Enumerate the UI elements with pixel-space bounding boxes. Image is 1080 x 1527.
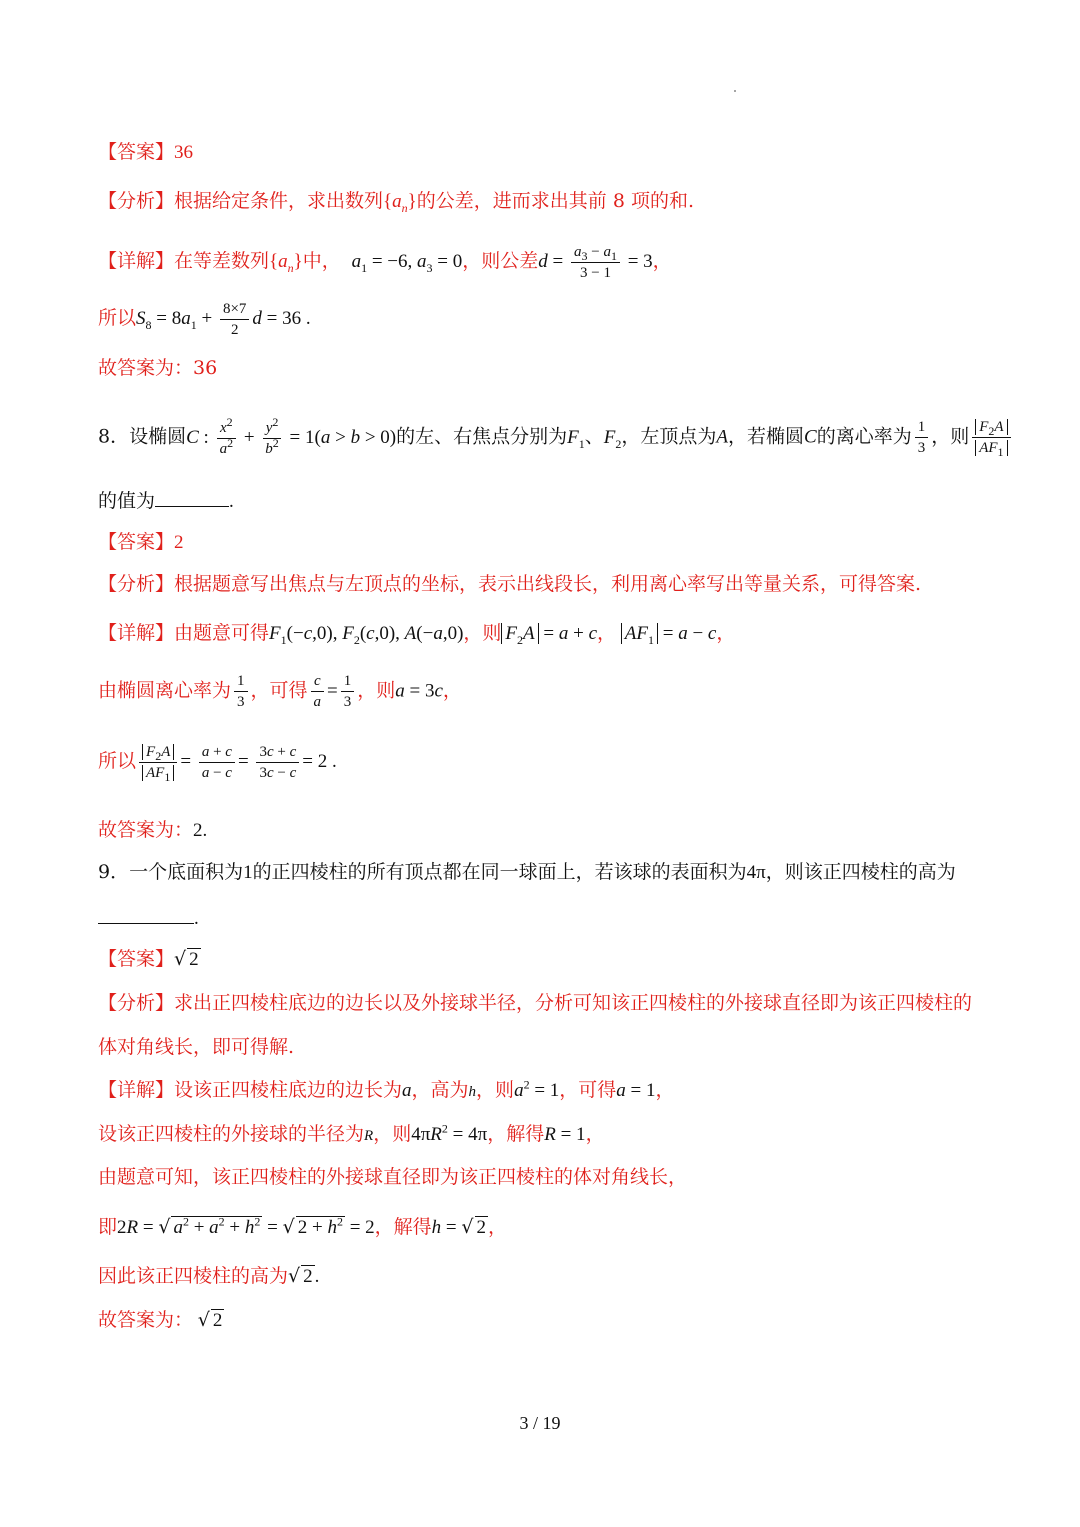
- q9-solve: [98, 1216, 507, 1240]
- math-ratio: $\frac{F_2A}{AF_1}$: [972, 418, 1010, 457]
- detail-text: ，解得: [487, 1123, 545, 1145]
- math-one-third: $\frac{1}{3}$: [341, 672, 355, 711]
- math-h: h: [468, 1084, 477, 1100]
- detail-text: ，: [442, 679, 462, 702]
- conclusion-text: 故答案为：: [98, 819, 194, 841]
- stem-text: ，则该正四棱柱的高为: [765, 861, 956, 883]
- math-seq: $\{a_n\}$: [269, 250, 303, 275]
- detail-text: ，则: [463, 622, 502, 644]
- q8-eccentricity: [98, 672, 462, 711]
- q8-analysis: [98, 573, 921, 596]
- stem-text: 的左、右焦点分别为: [396, 425, 568, 448]
- detail-text: ，高为: [411, 1079, 469, 1101]
- math-one: 1: [243, 862, 253, 883]
- detail-text: 设该正四棱柱底边的边长为: [174, 1079, 403, 1101]
- q7-detail: [98, 243, 672, 282]
- math-r: R: [364, 1128, 374, 1144]
- q7-analysis: [98, 190, 694, 214]
- q8-stem: [98, 414, 1014, 459]
- detail-text: 所以: [98, 749, 137, 772]
- q8-detail: [98, 622, 735, 646]
- analysis-text: 根据题意写出焦点与左顶点的坐标，表示出线段长，利用离心率写出等量关系，可得答案.: [174, 573, 922, 595]
- stem-text: 的离心率为: [816, 425, 912, 448]
- detail-text: ，: [488, 1216, 508, 1238]
- math-s8: $S_8 = 8a_1$ + $\frac{8\times 7}{2}$ d = 36 .: [136, 301, 311, 338]
- detail-text: ，可得: [250, 679, 308, 702]
- stem-text: ，左顶点为: [621, 425, 717, 448]
- stem-text: 的正四棱柱的所有顶点都在同一球面上，若该球的表面积为: [252, 861, 747, 883]
- detail-text: ，可得: [559, 1079, 617, 1101]
- math-af1: $AF_1 = a - c$: [616, 623, 716, 644]
- q7-conclusion: [98, 357, 217, 380]
- stem-text: ，若椭圆: [727, 425, 804, 448]
- math-a: A: [716, 426, 728, 448]
- math-ratio-chain: $\frac{F_2A}{AF_1}$ = $\frac{a + c}{a - c}$ = $\frac{3c + c}{3c - c}$ = 2 .: [136, 751, 337, 772]
- analysis-label: 【分析】: [98, 573, 175, 595]
- stem-text: 、: [584, 425, 604, 448]
- analysis-text: 的公差，进而求出其前 8 项的和.: [416, 190, 694, 212]
- analysis-label: 【分析】: [98, 190, 175, 212]
- detail-text: ，解得: [374, 1216, 432, 1238]
- detail-text: 由题意可得: [174, 622, 270, 644]
- math-r-eq-1: R = 1: [544, 1124, 586, 1145]
- math-sqrt2: √ 2: [174, 948, 199, 970]
- math-f2: $F_2$: [603, 426, 622, 451]
- q9-radius: [98, 1123, 605, 1147]
- period: .: [194, 908, 199, 929]
- math-c: C: [804, 426, 817, 448]
- stem-text: 设椭圆: [129, 425, 187, 448]
- period: .: [202, 820, 208, 841]
- scan-dot: [734, 90, 736, 92]
- answer-value: 36: [174, 142, 194, 163]
- q9-detail: [98, 1079, 675, 1103]
- math-ellipse: C : $\frac{x^2}{a^2}$ + $\frac{y^2}{b^2}$ = 1(a > b > 0): [186, 414, 397, 457]
- stem-text: 一个底面积为: [129, 861, 244, 883]
- answer-blank: [98, 923, 194, 924]
- detail-text: ，则公差: [462, 249, 539, 272]
- q9-analysis: [98, 992, 972, 1015]
- answer-label: 【答案】: [98, 141, 175, 163]
- detail-text: 设该正四棱柱的外接球的半径为: [98, 1123, 365, 1145]
- conclusion-value: 2: [193, 820, 203, 841]
- math-equals: =: [327, 680, 338, 702]
- detail-label: 【详解】: [98, 622, 175, 644]
- question-number: 8．: [98, 425, 130, 448]
- q9-diagonal: [98, 1166, 687, 1189]
- q9-stem-line2: [98, 907, 199, 931]
- detail-text: ，: [716, 622, 736, 644]
- analysis-text: 求出正四棱柱底边的边长以及外接球半径，分析可知该正四棱柱的外接球直径即为该正四棱柱的: [174, 992, 973, 1014]
- answer-value: 2: [174, 532, 184, 553]
- detail-label: 【详解】: [98, 249, 175, 272]
- detail-text: 由题意可知，该正四棱柱的外接球直径即为该正四棱柱的体对角线长，: [98, 1166, 688, 1188]
- stem-text: 的值为: [98, 490, 156, 512]
- math-f1: $F_1$: [567, 426, 585, 451]
- math-diagonal-eq: 2R = √ $a^2 + a^2 + h^2$ = √ $2 + h^2 = 2$: [117, 1214, 375, 1238]
- math-a1a3: $a_1 = -6$, $a_3 = 0$: [351, 250, 463, 275]
- detail-text: ，: [655, 1079, 675, 1101]
- math-one-third: $\frac{1}{3}$: [915, 418, 929, 457]
- q9-analysis-line2: [98, 1036, 294, 1059]
- math-a: a: [402, 1080, 412, 1101]
- q8-conclusion: [98, 819, 207, 843]
- detail-text: ，则: [357, 679, 396, 702]
- q8-stem-line2: [98, 490, 234, 514]
- detail-text: ，则: [476, 1079, 515, 1101]
- conclusion-text: 故答案为：: [98, 1309, 194, 1331]
- math-sqrt2: √ 2: [288, 1265, 313, 1287]
- period: .: [314, 1266, 320, 1287]
- detail-text: ，则: [373, 1123, 412, 1145]
- detail-text: 所以: [98, 306, 137, 329]
- answer-label: 【答案】: [98, 531, 175, 553]
- answer-blank: [155, 506, 229, 507]
- math-a-squared: $a^2 = 1$: [514, 1077, 560, 1101]
- stem-text: ，则: [931, 425, 970, 448]
- math-d-formula: d = $\frac{a_3 - a_1}{3 - 1}$ = 3: [538, 244, 653, 281]
- q7-sum: [98, 300, 311, 339]
- math-one-third: $\frac{1}{3}$: [234, 672, 248, 711]
- math-sqrt2: √ 2: [197, 1309, 223, 1331]
- conclusion-text: 故答案为：36: [98, 357, 218, 379]
- math-f2a: $F_2A = a + c$: [501, 623, 597, 644]
- detail-text: 在等差数列: [174, 249, 270, 272]
- q9-height: [98, 1265, 319, 1289]
- detail-text: 即: [98, 1216, 118, 1238]
- detail-text: 中，: [302, 249, 341, 272]
- period: .: [229, 491, 234, 512]
- question-number: 9．: [98, 861, 130, 883]
- math-a-eq-1: a = 1: [616, 1080, 656, 1101]
- analysis-label: 【分析】: [98, 992, 175, 1014]
- math-area-eq: $4\pi R^2 = 4\pi$: [411, 1121, 488, 1145]
- analysis-text: 根据给定条件，求出数列: [174, 190, 384, 212]
- q7-answer: [98, 141, 193, 165]
- q8-answer: [98, 531, 184, 555]
- math-seq: $\{a_n\}$: [383, 191, 417, 215]
- q9-answer: [98, 948, 201, 972]
- detail-text: ，: [652, 249, 672, 272]
- math-points: $F_1(-c,0)$, $F_2(c,0)$, A(−a,0): [269, 623, 464, 647]
- math-4pi: 4π: [746, 862, 766, 883]
- detail-label: 【详解】: [98, 1079, 175, 1101]
- q8-ratio-result: [98, 743, 337, 782]
- math-h-eq: h = √ 2: [431, 1216, 486, 1238]
- page-number: 3 / 19: [519, 1413, 561, 1433]
- q9-conclusion: [98, 1309, 224, 1333]
- detail-text: 因此该正四棱柱的高为: [98, 1265, 289, 1287]
- detail-text: ，: [585, 1123, 605, 1145]
- detail-text: 由椭圆离心率为: [98, 679, 232, 702]
- answer-label: 【答案】: [98, 948, 175, 970]
- analysis-text: 体对角线长，即可得解.: [98, 1036, 295, 1058]
- math-a-3c: a = 3c: [395, 680, 443, 702]
- math-c-over-a: $\frac{c}{a}$: [311, 672, 325, 711]
- detail-text: ，: [597, 622, 617, 644]
- q9-stem: [98, 861, 956, 885]
